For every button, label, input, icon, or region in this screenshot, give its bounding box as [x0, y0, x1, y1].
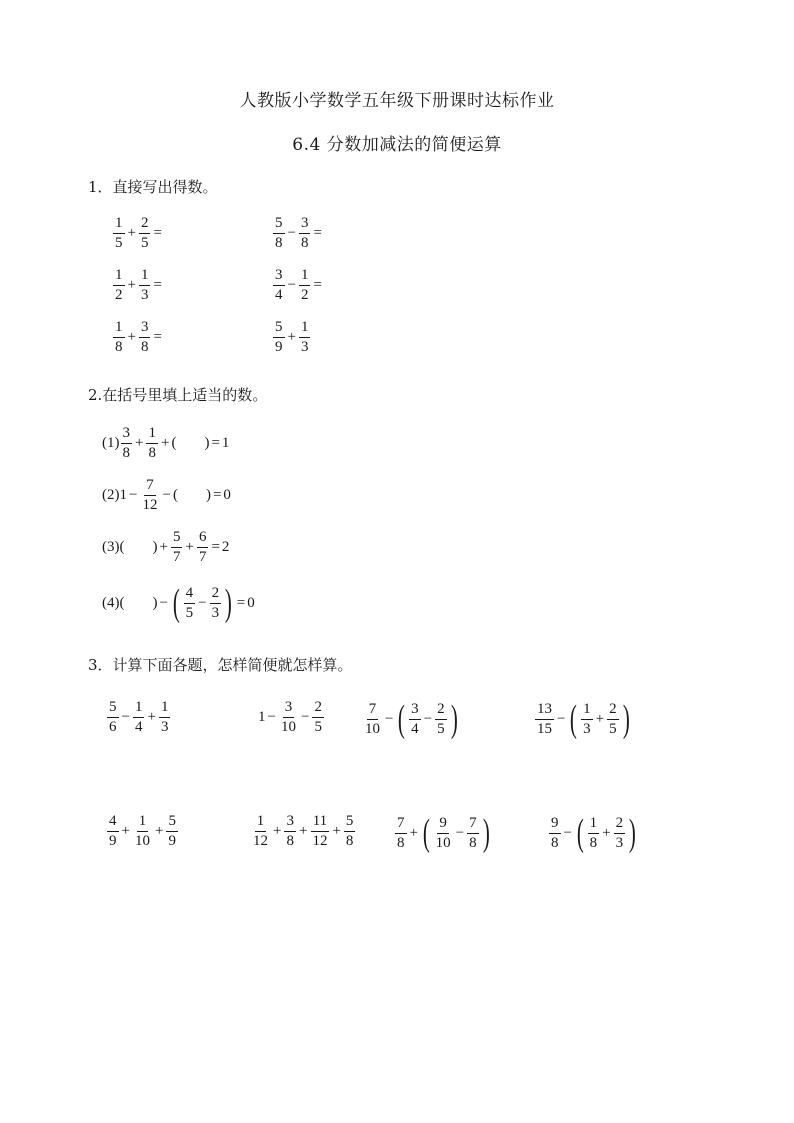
fraction [113, 268, 125, 303]
big-paren-close: ) [628, 812, 636, 854]
operator: = [313, 225, 322, 241]
fraction [363, 702, 382, 737]
numerator: 5 [344, 814, 356, 832]
numerator: 9 [549, 816, 561, 834]
fraction [581, 702, 593, 737]
q3-expr-1 [106, 700, 171, 735]
q3-expr-6 [250, 814, 356, 849]
operator: + [298, 823, 308, 839]
denominator: 10 [280, 719, 296, 735]
answer-blank-close: ) [152, 594, 158, 611]
page-subtitle: 6.4 分数加减法的简便运算 [292, 135, 502, 155]
operator: = [153, 277, 162, 293]
fraction [549, 816, 561, 851]
q2-problem-2 [102, 478, 231, 513]
fraction [273, 268, 285, 303]
q2-problem-1 [102, 426, 229, 461]
q3-expr-5 [106, 814, 179, 849]
denominator: 8 [469, 834, 477, 851]
numerator: 4 [184, 586, 196, 604]
denominator: 3 [583, 720, 591, 737]
numerator: 5 [171, 530, 183, 548]
operator: + [121, 823, 130, 839]
q3-expr-2 [258, 700, 325, 735]
fraction [171, 530, 183, 565]
fraction [299, 320, 311, 355]
numerator: 5 [273, 216, 285, 234]
denominator: 12 [312, 833, 328, 849]
denominator: 5 [115, 235, 123, 251]
fraction [251, 814, 270, 849]
fraction [210, 586, 222, 621]
operator: − [121, 709, 130, 725]
expression-text: (1) [102, 435, 120, 451]
numerator: 7 [144, 478, 156, 496]
fraction [535, 702, 554, 737]
denominator: 7 [172, 549, 181, 565]
denominator: 5 [140, 235, 149, 251]
denominator: 2 [300, 287, 309, 303]
fraction [197, 530, 209, 565]
operator: + [273, 823, 282, 839]
denominator: 4 [275, 287, 283, 303]
fraction [113, 320, 125, 355]
denominator: 8 [300, 235, 309, 251]
numerator: 3 [409, 702, 421, 720]
numerator: 1 [146, 426, 158, 444]
expression-text: 2 [221, 539, 230, 555]
fraction [395, 816, 407, 851]
numerator: 7 [467, 816, 479, 834]
denominator: 4 [134, 719, 143, 735]
denominator: 5 [314, 719, 322, 735]
numerator: 1 [581, 702, 593, 720]
q3-expr-3 [362, 700, 460, 738]
numerator: 6 [197, 530, 209, 548]
question-3-heading: 3．计算下面各题，怎样简便就怎样算。 [88, 656, 353, 674]
numerator: 3 [283, 700, 295, 718]
operator: = [211, 435, 220, 451]
expression-text: 1 [221, 435, 230, 451]
fraction [273, 216, 285, 251]
operator: − [287, 277, 296, 293]
fraction [107, 700, 119, 735]
numerator: 2 [607, 702, 619, 720]
fraction [107, 814, 119, 849]
denominator: 10 [134, 833, 150, 849]
denominator: 8 [148, 445, 156, 461]
fraction [312, 700, 324, 735]
operator: = [153, 225, 162, 241]
q1-item-3 [112, 268, 164, 303]
fraction [607, 702, 619, 737]
denominator: 9 [109, 833, 117, 849]
denominator: 3 [615, 834, 624, 851]
big-paren-close: ) [450, 698, 458, 740]
numerator: 7 [395, 816, 407, 834]
denominator: 6 [109, 719, 117, 735]
fraction [133, 700, 145, 735]
operator: + [127, 329, 136, 345]
numerator: 1 [159, 700, 171, 718]
fraction [159, 700, 171, 735]
operator: + [160, 435, 170, 451]
operator: + [287, 329, 296, 345]
fraction [409, 702, 421, 737]
expression-text: (3) [102, 539, 120, 555]
numerator: 1 [133, 700, 145, 718]
denominator: 3 [211, 604, 220, 621]
operator: = [313, 277, 322, 293]
numerator: 3 [284, 814, 296, 832]
operator: + [185, 539, 194, 555]
numerator: 3 [121, 426, 133, 444]
fraction [273, 320, 285, 355]
q3-expr-8 [548, 814, 639, 852]
numerator: 2 [435, 702, 447, 720]
operator: − [267, 709, 276, 725]
denominator: 3 [160, 719, 169, 735]
operator: + [127, 277, 136, 293]
fraction [434, 816, 453, 851]
fraction [113, 216, 125, 251]
operator: − [455, 824, 465, 841]
operator: + [127, 225, 136, 241]
numerator: 13 [535, 702, 554, 720]
denominator: 5 [437, 720, 445, 737]
denominator: 8 [286, 833, 294, 849]
operator: − [198, 594, 207, 611]
operator: + [595, 710, 605, 727]
answer-blank-close: ) [205, 487, 211, 503]
denominator: 12 [253, 833, 268, 849]
operator: + [602, 824, 611, 841]
fraction [299, 216, 311, 251]
question-1-heading: 1．直接写出得数。 [88, 178, 218, 196]
answer-blank-close: ) [204, 435, 210, 451]
answer-blank-open[interactable]: ( [171, 435, 177, 451]
answer-blank-open[interactable]: ( [172, 487, 178, 503]
denominator: 8 [122, 445, 130, 461]
numerator: 7 [367, 702, 379, 720]
operator: = [211, 539, 220, 555]
operator: + [332, 823, 341, 839]
fraction [139, 216, 151, 251]
denominator: 8 [115, 339, 123, 355]
fraction [146, 426, 158, 461]
denominator: 8 [551, 834, 559, 851]
big-paren-open: ( [576, 812, 584, 854]
big-paren-open: ( [398, 698, 406, 740]
operator: − [287, 225, 296, 241]
fraction [284, 814, 296, 849]
big-paren-open: ( [172, 582, 180, 624]
big-paren-open: ( [422, 812, 430, 854]
numerator: 5 [273, 320, 285, 338]
fraction [166, 814, 178, 849]
expression-text: 1 [258, 709, 266, 725]
fraction [140, 478, 159, 513]
fraction [133, 814, 152, 849]
fraction [139, 320, 151, 355]
numerator: 3 [299, 216, 311, 234]
numerator: 5 [166, 814, 178, 832]
fraction [310, 814, 329, 849]
numerator: 4 [107, 814, 119, 832]
numerator: 1 [299, 268, 311, 286]
numerator: 2 [312, 700, 324, 718]
denominator: 9 [275, 339, 283, 355]
numerator: 11 [311, 814, 329, 832]
operator: + [135, 435, 144, 451]
operator: − [423, 710, 433, 727]
fraction [344, 814, 356, 849]
q3-expr-7 [394, 814, 492, 852]
numerator: 1 [137, 814, 149, 832]
numerator: 3 [273, 268, 285, 286]
q1-item-4 [272, 268, 324, 303]
fraction [299, 268, 311, 303]
numerator: 9 [437, 816, 449, 834]
operator: + [159, 539, 168, 555]
numerator: 1 [113, 216, 125, 234]
denominator: 8 [140, 339, 149, 355]
numerator: 1 [139, 268, 151, 286]
expression-text: 1 [119, 487, 127, 503]
fraction [121, 426, 133, 461]
operator: − [563, 824, 572, 841]
operator: − [129, 487, 138, 503]
q1-item-6 [272, 320, 311, 355]
numerator: 3 [139, 320, 151, 338]
numerator: 5 [107, 700, 119, 718]
operator: = [236, 594, 246, 611]
expression-text: 0 [247, 594, 255, 611]
fraction [435, 702, 447, 737]
denominator: 12 [142, 497, 158, 513]
numerator: 1 [588, 816, 600, 834]
operator: + [154, 823, 164, 839]
fraction [614, 816, 626, 851]
fraction [588, 816, 600, 851]
page-title: 人教版小学数学五年级下册课时达标作业 [239, 91, 555, 111]
denominator: 15 [537, 720, 552, 737]
expression-text: (2) [102, 487, 120, 503]
q1-item-2 [272, 216, 324, 251]
denominator: 8 [589, 834, 598, 851]
answer-blank-open[interactable]: ( [119, 539, 125, 555]
numerator: 2 [614, 816, 626, 834]
denominator: 5 [185, 604, 194, 621]
numerator: 1 [255, 814, 267, 832]
numerator: 1 [113, 320, 125, 338]
denominator: 10 [365, 720, 380, 737]
fraction [139, 268, 151, 303]
numerator: 1 [113, 268, 125, 286]
operator: − [162, 487, 171, 503]
answer-blank-open[interactable]: ( [119, 594, 125, 611]
expression-text: 0 [223, 487, 231, 503]
expression-text: (4) [102, 594, 120, 611]
q1-item-1 [112, 216, 164, 251]
big-paren-close: ) [622, 698, 630, 740]
denominator: 8 [275, 235, 283, 251]
q2-problem-4 [102, 584, 255, 622]
denominator: 9 [168, 833, 176, 849]
denominator: 8 [345, 833, 354, 849]
q3-expr-4 [534, 700, 632, 738]
denominator: 10 [435, 834, 451, 851]
denominator: 3 [300, 339, 309, 355]
denominator: 4 [411, 720, 419, 737]
operator: + [409, 824, 418, 841]
big-paren-open: ( [570, 698, 578, 740]
question-2-heading: 2.在括号里填上适当的数。 [88, 386, 268, 404]
fraction [184, 586, 196, 621]
denominator: 7 [198, 549, 207, 565]
denominator: 8 [397, 834, 405, 851]
operator: = [153, 329, 162, 345]
answer-blank-close: ) [152, 539, 158, 555]
operator: − [300, 709, 310, 725]
numerator: 2 [210, 586, 222, 604]
numerator: 1 [299, 320, 311, 338]
operator: − [385, 710, 394, 727]
operator: = [212, 487, 222, 503]
fraction [467, 816, 479, 851]
operator: − [557, 710, 566, 727]
denominator: 3 [140, 287, 149, 303]
big-paren-close: ) [224, 582, 232, 624]
denominator: 5 [609, 720, 617, 737]
q2-problem-3 [102, 530, 229, 565]
denominator: 2 [115, 287, 123, 303]
numerator: 2 [139, 216, 151, 234]
big-paren-close: ) [482, 812, 490, 854]
fraction [279, 700, 298, 735]
operator: + [147, 709, 156, 725]
q1-item-5 [112, 320, 164, 355]
operator: − [159, 594, 168, 611]
